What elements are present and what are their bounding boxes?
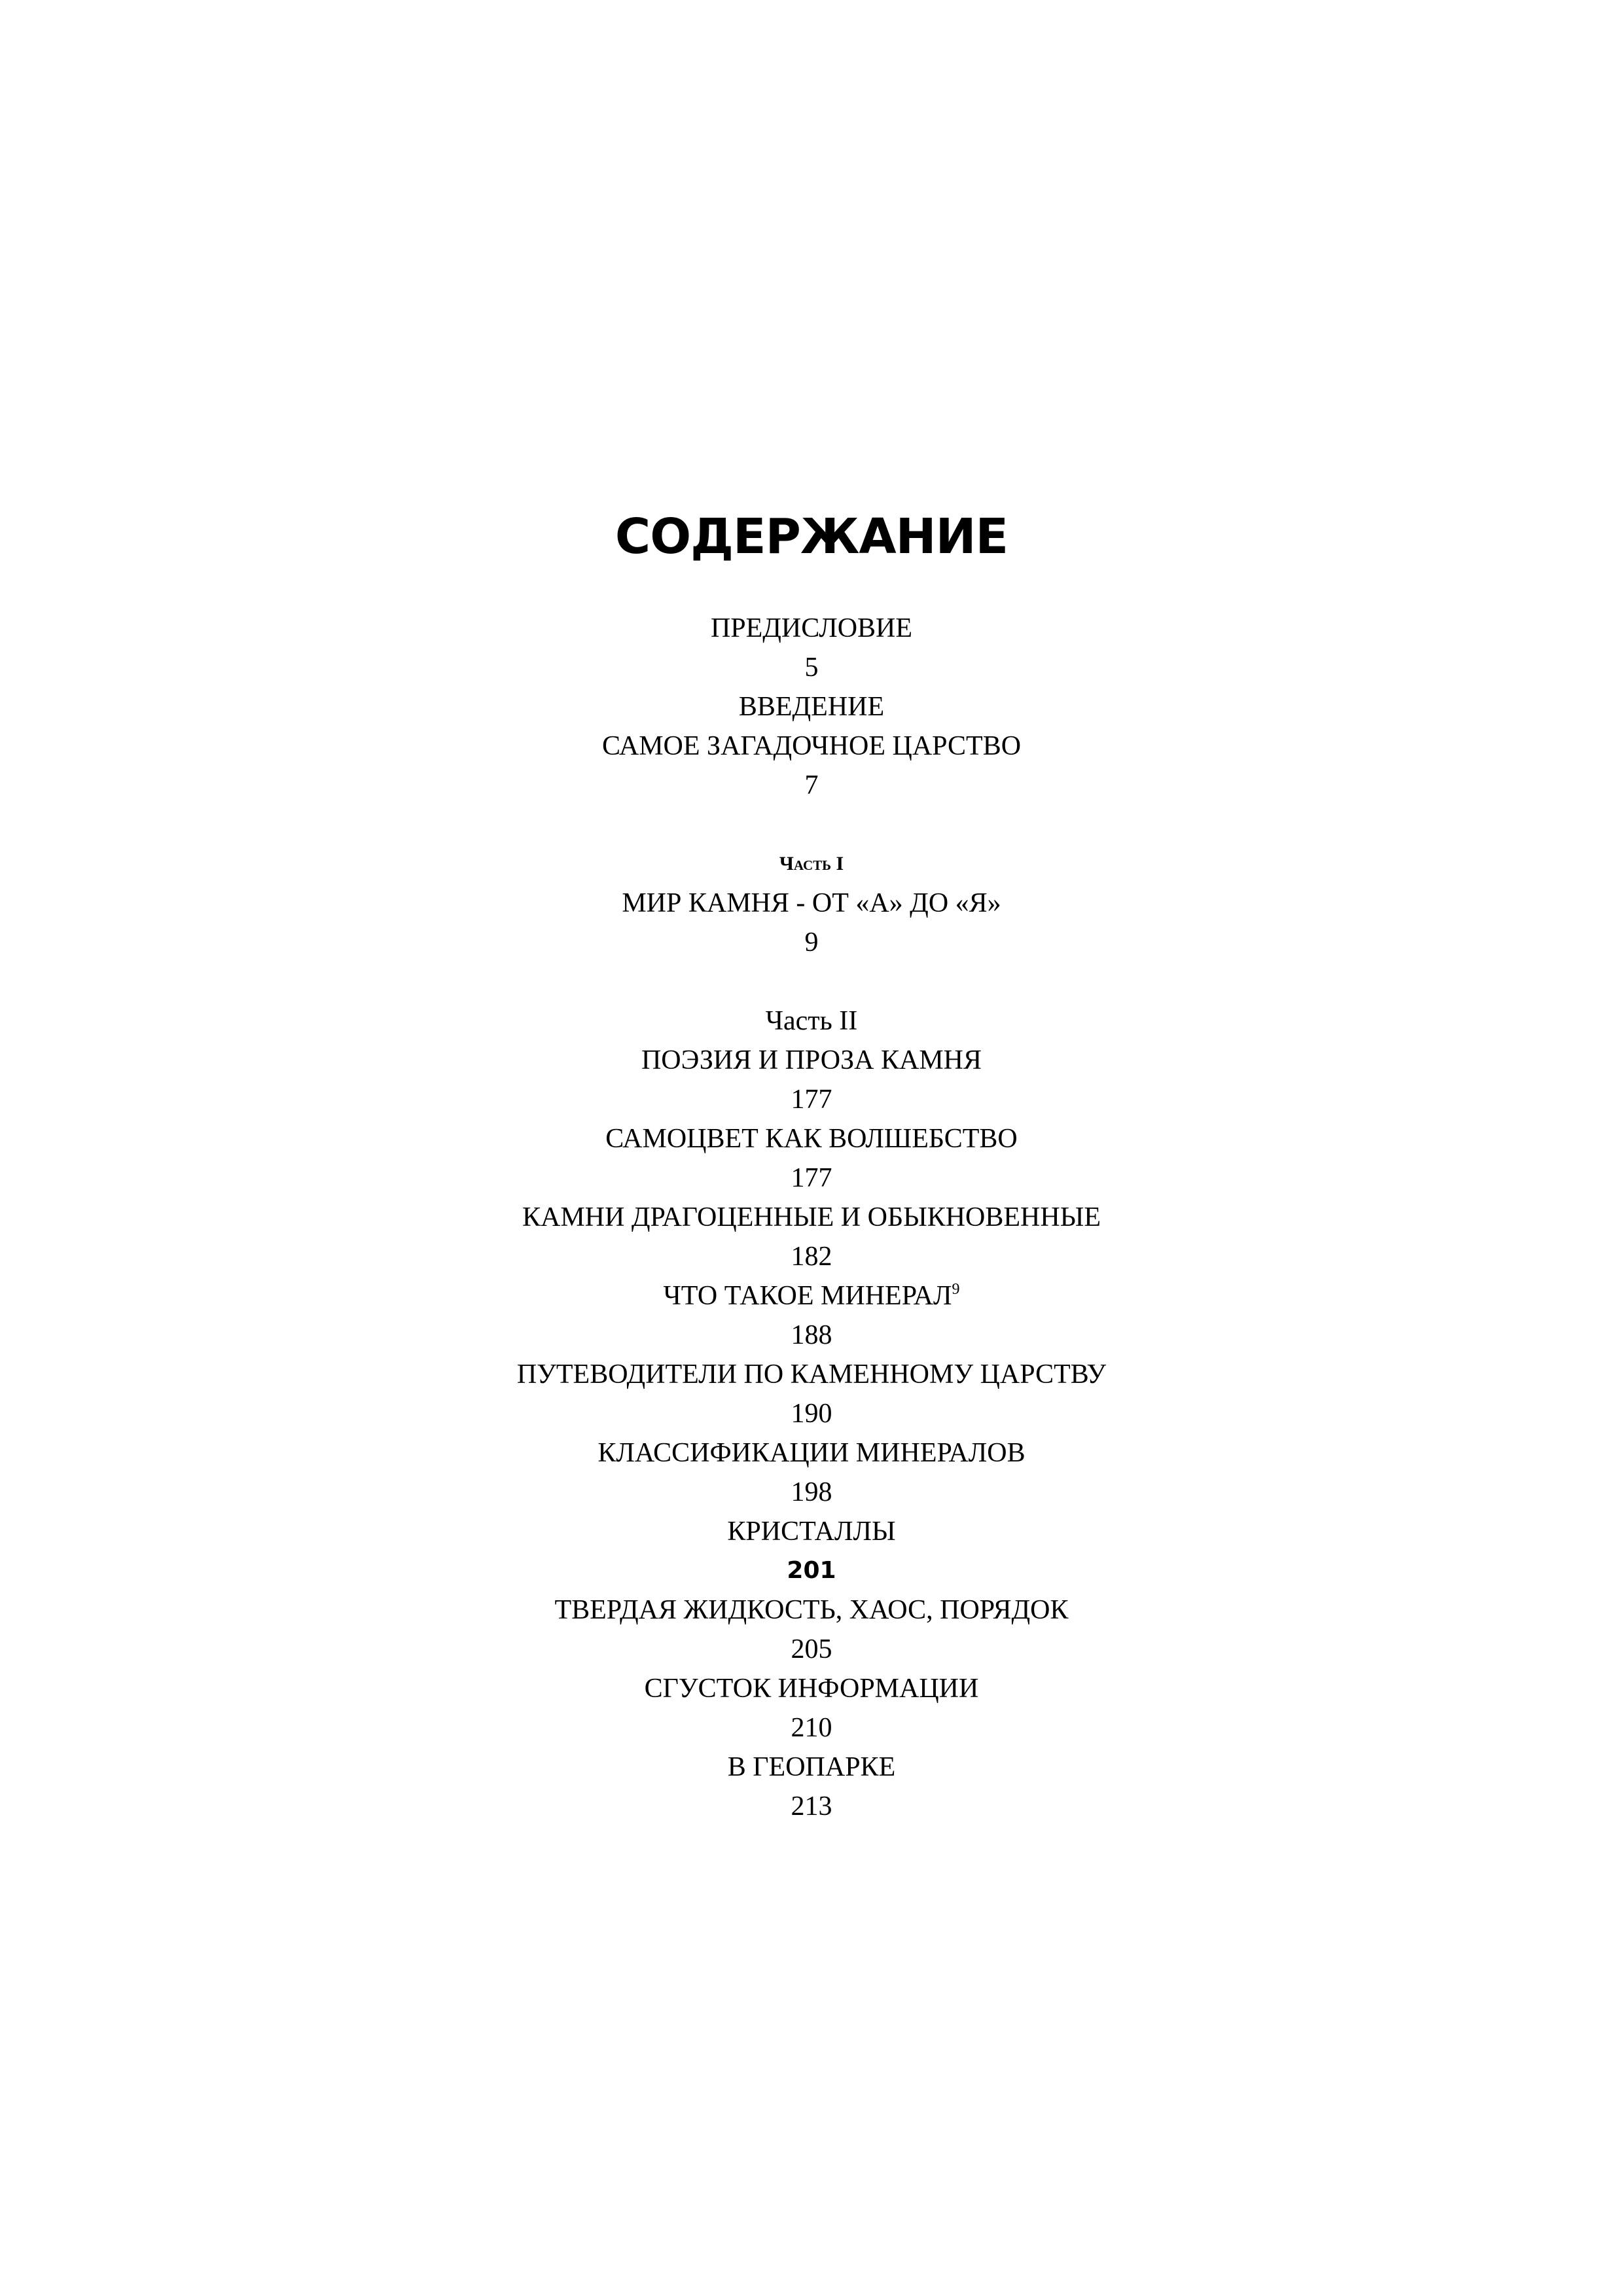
toc-entry-page: 177 [791,1163,832,1193]
toc-entry-label: МИР КАМНЯ - ОТ «А» ДО «Я» [622,888,1001,918]
toc-entry-label: КРИСТАЛЛЫ [727,1516,896,1547]
toc-entry-label: ПУТЕВОДИТЕЛИ ПО КАМЕННОМУ ЦАРСТВУ [516,1359,1107,1390]
toc-entry-preface-label: ПРЕДИСЛОВИЕ [710,613,913,643]
toc-entry-page: 9 [804,927,819,958]
footnote-marker: 9 [952,1281,960,1298]
toc-entry-label: КЛАССИФИКАЦИИ МИНЕРАЛОВ [597,1438,1026,1468]
toc-entry-introduction-label: САМОЕ ЗАГАДОЧНОЕ ЦАРСТВО [601,731,1022,761]
toc-entry-page: 188 [791,1320,832,1350]
toc-entry-label: ПОЭЗИЯ И ПРОЗА КАМНЯ [641,1045,982,1075]
toc-entry-label: СГУСТОК ИНФОРМАЦИИ [644,1674,979,1704]
toc-entry-label: ТВЕРДАЯ ЖИДКОСТЬ, ХАОС, ПОРЯДОК [554,1595,1069,1625]
toc-entry-page: 210 [791,1713,832,1743]
toc-entry-page: 190 [791,1399,832,1429]
toc-entry-introduction-page: 7 [804,770,819,800]
toc-entry-page: 205 [791,1634,832,1664]
toc-entry-label: ЧТО ТАКОЕ МИНЕРАЛ [663,1281,952,1311]
toc-entry-label: САМОЦВЕТ КАК ВОЛШЕБСТВО [605,1124,1018,1154]
toc-entry-page: 182 [791,1242,832,1272]
toc-spacer [0,962,1623,1001]
toc-entry-page: 213 [791,1791,832,1821]
toc-part-2-heading: Часть II [765,1006,858,1036]
toc-entry-page: 201 [787,1557,836,1584]
toc-entry-page: 198 [791,1477,832,1507]
page-title: СОДЕРЖАНИЕ [615,509,1008,565]
toc-entry-page: 177 [791,1085,832,1115]
toc-part-1-heading: Часть I [779,853,844,874]
toc-entry-label: В ГЕОПАРКЕ [727,1752,896,1782]
toc-entry-label: КАМНИ ДРАГОЦЕННЫЕ И ОБЫКНОВЕННЫЕ [522,1202,1101,1232]
toc-section-introduction-heading: ВВЕДЕНИЕ [738,692,885,722]
toc-spacer [0,805,1623,844]
toc-entry-preface-page: 5 [804,653,819,683]
toc-entry-with-footnote [0,1276,1623,1316]
table-of-contents [0,609,1623,1826]
